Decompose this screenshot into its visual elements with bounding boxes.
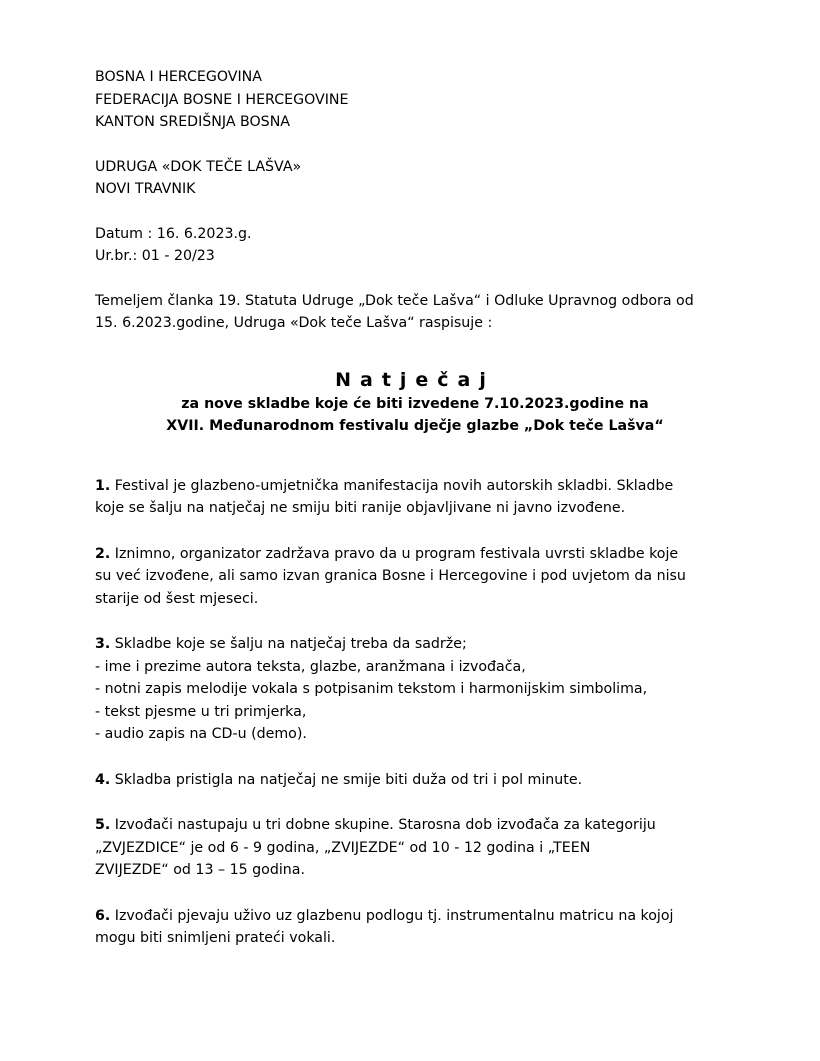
article-text: Skladbe koje se šalju na natječaj treba da sadrže; bbox=[110, 636, 467, 652]
article-6 bbox=[95, 905, 735, 950]
header-line: KANTON SREDIŠNJA BOSNA bbox=[95, 114, 291, 130]
title-block bbox=[85, 367, 745, 437]
article-5 bbox=[95, 814, 735, 882]
list-item: - tekst pjesme u tri primjerka, bbox=[95, 703, 307, 720]
list-item: - notni zapis melodije vokala s potpisanim tekstom i harmonijskim simbolima, bbox=[95, 681, 648, 697]
article-1 bbox=[95, 475, 735, 520]
intro-line: Temeljem članka 19. Statuta Udruge „Dok teče Lašva“ i Odluke Upravnog odbora od bbox=[95, 292, 694, 309]
article-text: ZVIJEZDE“ od 13 – 15 godina. bbox=[95, 862, 305, 878]
organization-block bbox=[95, 156, 735, 201]
article-number: 5. bbox=[95, 817, 111, 833]
intro-paragraph bbox=[95, 290, 735, 335]
article-4 bbox=[95, 769, 735, 792]
article-text: su već izvođene, ali samo izvan granica Bosne i Hercegovine i pod uvjetom da nisu bbox=[95, 568, 686, 584]
article-text: Izvođači nastupaju u tri dobne skupine. Starosna dob izvođača za kategoriju bbox=[110, 817, 656, 833]
list-item: - ime i prezime autora teksta, glazbe, aranžmana i izvođača, bbox=[95, 658, 526, 675]
article-number: 3. bbox=[95, 636, 111, 652]
article-number: 6. bbox=[95, 907, 111, 924]
header-block bbox=[95, 66, 735, 134]
article-text: starije od šest mjeseci. bbox=[95, 590, 259, 607]
article-number: 1. bbox=[95, 477, 111, 494]
organization-line: UDRUGA «DOK TEČE LAŠVA» bbox=[95, 158, 302, 175]
article-text: „ZVJEZDICE“ je od 6 - 9 godina, „ZVIJEZDE“ od 10 - 12 godina i „TEEN bbox=[95, 839, 591, 856]
document-date: Datum : 16. 6.2023.g. bbox=[95, 225, 252, 242]
document-subtitle: za nove skladbe koje će biti izvedene 7.10.2023.godine na bbox=[181, 395, 649, 412]
article-text: koje se šalju na natječaj ne smiju biti ranije objavljivane ni javno izvođene. bbox=[95, 500, 626, 516]
header-line: BOSNA I HERCEGOVINA bbox=[95, 69, 262, 85]
article-3 bbox=[95, 633, 735, 746]
header-line: FEDERACIJA BOSNE I HERCEGOVINE bbox=[95, 91, 349, 108]
list-item: - audio zapis na CD-u (demo). bbox=[95, 726, 307, 742]
article-text: Skladba pristigla na natječaj ne smije biti duža od tri i pol minute. bbox=[110, 771, 583, 788]
article-text: Iznimno, organizator zadržava pravo da u program festivala uvrsti skladbe koje bbox=[110, 545, 679, 562]
article-number: 4. bbox=[95, 771, 111, 788]
document-page bbox=[95, 66, 735, 950]
intro-line: 15. 6.2023.godine, Udruga «Dok teče Lašva“ raspisuje : bbox=[95, 315, 493, 331]
article-text: Izvođači pjevaju uživo uz glazbenu podlogu tj. instrumentalnu matricu na kojoj bbox=[110, 907, 674, 924]
reference-number: Ur.br.: 01 - 20/23 bbox=[95, 248, 215, 264]
article-text: Festival je glazbeno-umjetnička manifestacija novih autorskih skladbi. Skladbe bbox=[110, 477, 674, 494]
organization-line: NOVI TRAVNIK bbox=[95, 181, 196, 197]
article-number: 2. bbox=[95, 545, 111, 562]
meta-block bbox=[95, 223, 735, 268]
article-2 bbox=[95, 543, 735, 611]
document-title: Natječaj bbox=[335, 368, 495, 391]
document-subtitle: XVII. Međunarodnom festivalu dječje glazbe „Dok teče Lašva“ bbox=[166, 417, 664, 434]
article-text: mogu biti snimljeni prateći vokali. bbox=[95, 930, 336, 946]
